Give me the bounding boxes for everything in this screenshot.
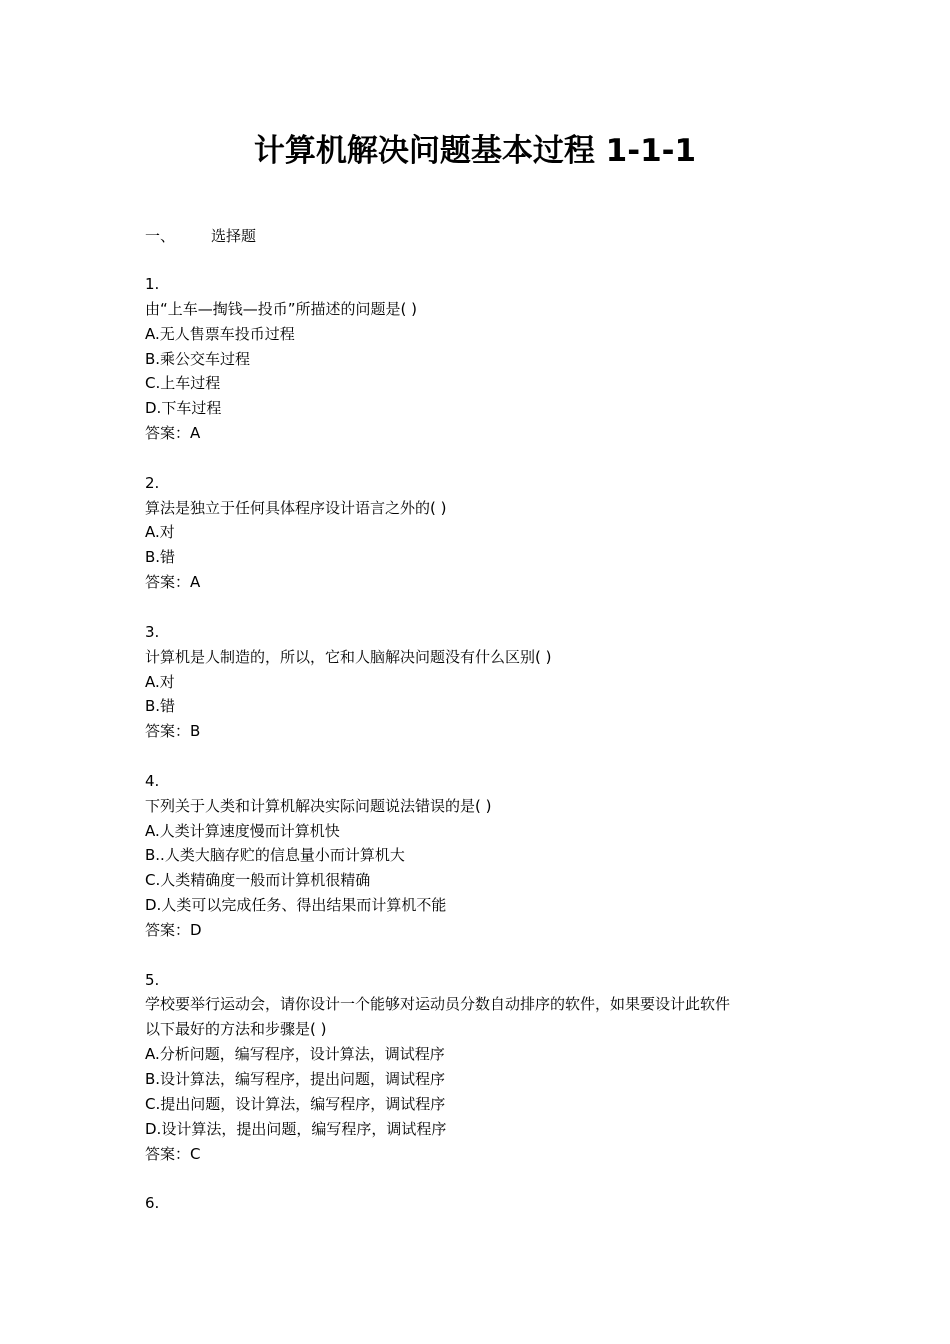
section-label: 选择题	[211, 227, 257, 245]
document-title: 计算机解决问题基本过程 1-1-1	[253, 133, 697, 169]
question-stem: 算法是独立于任何具体程序设计语言之外的( )	[145, 498, 447, 517]
question-spacer	[145, 595, 825, 620]
question-option: D.人类可以完成任务、得出结果而计算机不能	[145, 896, 447, 915]
question-block	[145, 272, 825, 471]
question-list	[145, 272, 825, 1216]
question-answer: 答案：C	[145, 1144, 201, 1163]
question-number: 4.	[145, 771, 160, 790]
question-answer: 答案：A	[145, 424, 201, 443]
question-spacer	[145, 446, 825, 471]
question-stem: 以下最好的方法和步骤是( )	[145, 1020, 327, 1039]
question-option: C.上车过程	[145, 374, 221, 393]
question-spacer	[145, 943, 825, 968]
question-stem: 下列关于人类和计算机解决实际问题说法错误的是( )	[145, 796, 492, 815]
section-number: 一、	[145, 227, 176, 245]
question-option: A.人类计算速度慢而计算机快	[145, 821, 340, 840]
question-number: 1.	[145, 275, 160, 293]
question-option: B.错	[145, 548, 176, 567]
question-option: B.错	[145, 697, 176, 716]
question-spacer	[145, 744, 825, 769]
question-option: A.无人售票车投币过程	[145, 324, 295, 343]
question-stem: 计算机是人制造的，所以，它和人脑解决问题没有什么区别( )	[145, 647, 552, 666]
question-block	[145, 471, 825, 620]
section-heading	[145, 224, 256, 248]
question-answer: 答案：B	[145, 722, 201, 741]
question-answer: 答案：D	[145, 920, 202, 939]
question-stem: 学校要举行运动会，请你设计一个能够对运动员分数自动排序的软件，如果要设计此软件	[145, 995, 731, 1014]
question-number: 3.	[145, 622, 160, 641]
question-block	[145, 620, 825, 769]
question-option: C.提出问题，设计算法，编写程序，调试程序	[145, 1094, 446, 1113]
question-option: A.对	[145, 523, 175, 542]
question-block	[145, 968, 825, 1192]
question-number: 2.	[145, 473, 160, 492]
question-number: 5.	[145, 970, 160, 989]
question-number: 6.	[145, 1194, 160, 1213]
question-option: C.人类精确度一般而计算机很精确	[145, 871, 371, 890]
question-block	[145, 1191, 825, 1216]
question-option: B.乘公交车过程	[145, 349, 251, 368]
question-stem: 由“上车—掏钱—投币”所描述的问题是( )	[145, 299, 418, 318]
question-block	[145, 769, 825, 968]
question-spacer	[145, 1166, 825, 1191]
question-answer: 答案：A	[145, 573, 201, 592]
question-option: B.设计算法，编写程序，提出问题，调试程序	[145, 1070, 446, 1088]
question-option: D.下车过程	[145, 399, 222, 418]
question-option: A.分析问题，编写程序，设计算法，调试程序	[145, 1045, 445, 1064]
question-option: B..人类大脑存贮的信息量小而计算机大	[145, 846, 405, 865]
question-option: D.设计算法，提出问题，编写程序，调试程序	[145, 1119, 447, 1138]
question-option: A.对	[145, 672, 175, 691]
